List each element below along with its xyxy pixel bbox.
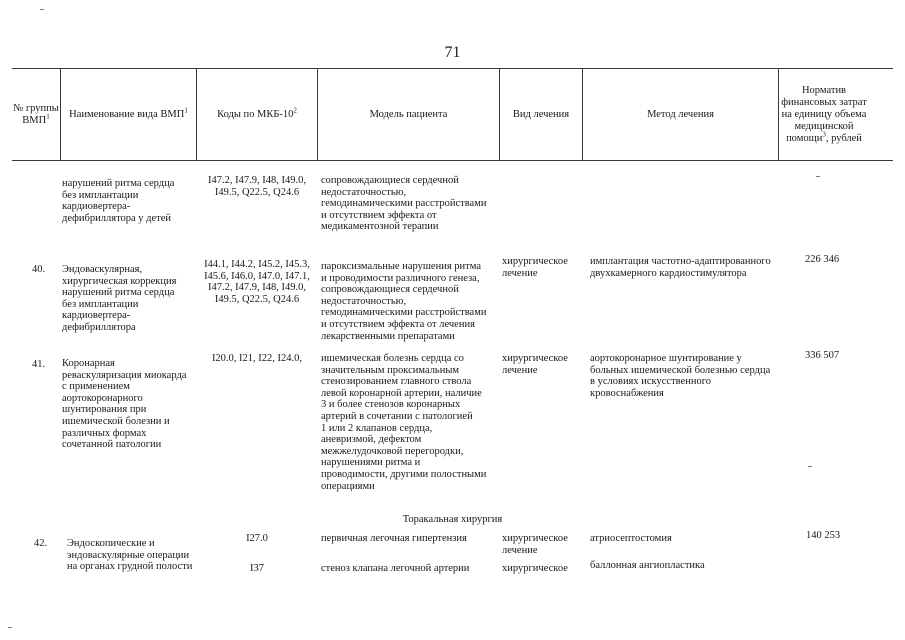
- header-treatment-method: Метод лечения: [647, 109, 714, 120]
- row-42a-codes: I27.0: [246, 533, 268, 544]
- row-40-type: хирургическое лечение: [502, 256, 568, 279]
- header-group-no-text: № группы ВМП: [13, 103, 59, 126]
- row-40-codes: I44.1, I44.2, I45.2, I45.3, I45.6, I46.0, I47.0, I47.1, I47.2, I47.9, I48, I49.0, I49.5, Q22.5, Q24.6: [204, 259, 310, 305]
- header-group-no-sup: 1: [46, 112, 50, 121]
- row-40-cost: 226 346: [805, 254, 840, 265]
- header-top-border: [12, 68, 893, 69]
- row-42a-type: хирургическое лечение: [502, 533, 568, 556]
- header-vmp-name-text: Наименование вида ВМП: [69, 109, 185, 120]
- header-cost-norm-text: Норматив финансовых затрат на единицу объема медицинской помощи: [781, 85, 867, 144]
- scan-mark: [816, 176, 820, 177]
- row-42a-cost: 140 253: [806, 530, 841, 541]
- row-41-model: ишемическая болезнь сердца со значительным проксимальным стенозированием главного ствола левой коронарной артерии, наличие 3 и более стенозов коронарных артерий в сочетании с патологией 1 или 2 клапанов сердца, аневризмой, дефектом межжелудочковой перегородки, нарушениями ритма и проводимости, другими полостными операциями: [321, 353, 487, 492]
- header-treatment-type: Вид лечения: [512, 109, 570, 120]
- header-icd-codes: [197, 70, 317, 160]
- scan-mark: [8, 627, 12, 628]
- row-41-cost: 336 507: [805, 350, 840, 361]
- row-40-no: 40.: [32, 264, 46, 275]
- row-40-name: Эндоваскулярная, хирургическая коррекция нарушений ритма сердца без имплантации кардиовертера- дефибриллятора: [62, 264, 177, 333]
- col-divider-6: [778, 68, 779, 161]
- row-42b-type: хирургическое: [502, 563, 568, 574]
- header-bottom-border: [12, 160, 893, 161]
- row-cont-name: нарушений ритма сердца без имплантации кардиовертера- дефибриллятора у детей: [62, 178, 175, 224]
- header-patient-model: Модель пациента: [369, 109, 448, 120]
- header-icd-codes-text: Коды по МКБ-10: [217, 109, 294, 120]
- row-cont-codes: I47.2, I47.9, I48, I49.0, I49.5, Q22.5, Q24.6: [208, 175, 306, 198]
- row-42b-model: стеноз клапана легочной артерии: [321, 563, 470, 574]
- page-number: 71: [444, 44, 461, 61]
- row-42a-method: атриосептостомия: [590, 533, 672, 544]
- row-41-method: аортокоронарное шунтирование у больных ишемической болезнью сердца в условиях искусственного кровоснабжения: [590, 353, 771, 399]
- scan-mark: [40, 9, 44, 10]
- row-42b-codes: I37: [250, 563, 264, 574]
- header-cost-norm: [781, 70, 867, 160]
- row-40-model: пароксизмальные нарушения ритма и проводимости различного генеза, сопровождающиеся сердечной недостаточностью, гемодинамическими расстройствами и отсутствием эффекта от лечения лекарственными препаратами: [321, 261, 487, 342]
- header-icd-codes-sup: 2: [293, 106, 297, 115]
- section-heading: Торакальная хирургия: [402, 514, 503, 525]
- row-42-no: 42.: [34, 538, 48, 549]
- row-42-name: Эндоскопические и эндоваскулярные операции на органах грудной полости: [67, 538, 193, 573]
- header-vmp-name: [61, 70, 196, 160]
- row-cont-model: сопровождающиеся сердечной недостаточностью, гемодинамическими расстройствами и отсутствием эффекта от медикаментозной терапии: [321, 175, 487, 233]
- row-42a-model: первичная легочная гипертензия: [321, 533, 467, 544]
- row-40-method: имплантация частотно-адаптированного двухкамерного кардиостимулятора: [590, 256, 771, 279]
- scan-mark: [808, 466, 812, 467]
- row-42b-method: баллонная ангиопластика: [590, 560, 705, 571]
- row-41-no: 41.: [32, 359, 46, 370]
- header-cost-norm-unit: , рублей: [825, 133, 862, 144]
- header-cost-norm-sup: 3: [822, 130, 826, 139]
- header-vmp-name-sup: 1: [184, 106, 188, 115]
- row-41-type: хирургическое лечение: [502, 353, 568, 376]
- header-group-no: [12, 70, 60, 160]
- row-41-codes: I20.0, I21, I22, I24.0,: [211, 353, 303, 364]
- row-41-name: Коронарная реваскуляризация миокарда с применением аортокоронарного шунтирования при ишемической болезни и различных формах сочетанной патологии: [62, 358, 187, 451]
